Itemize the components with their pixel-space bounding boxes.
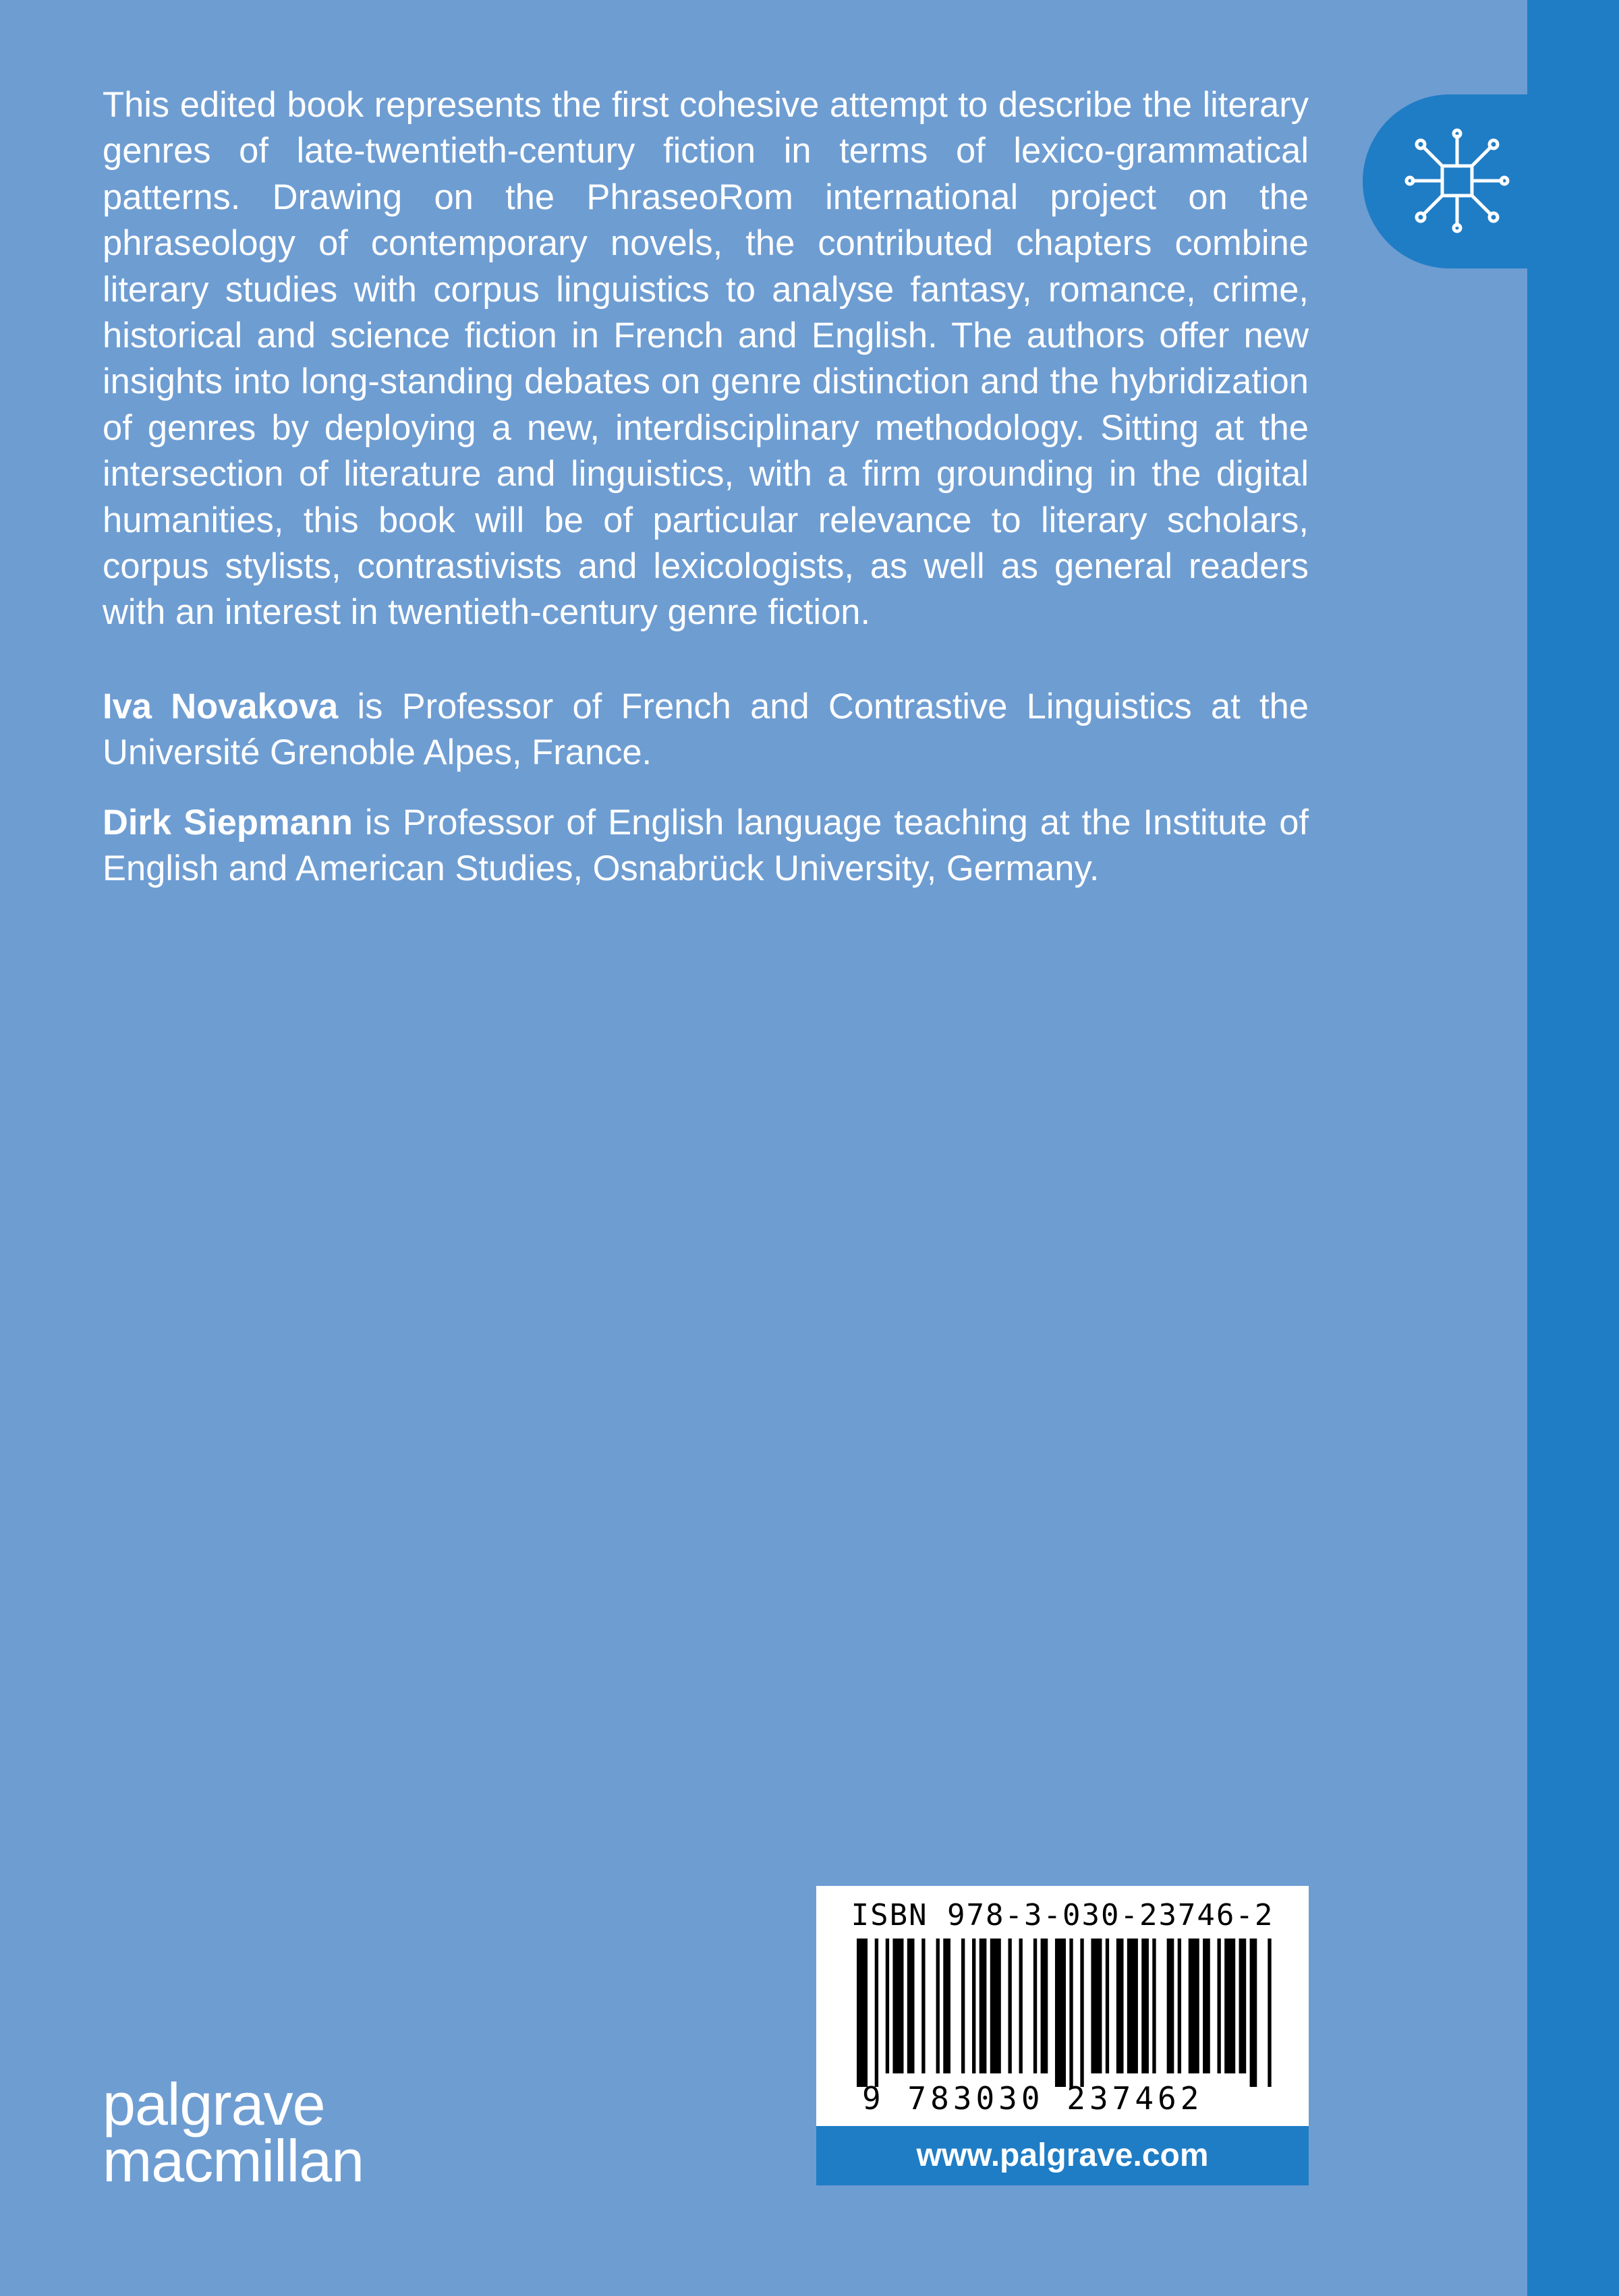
publisher-line-1: palgrave bbox=[103, 2071, 325, 2137]
book-blurb: This edited book represents the first cohesive attempt to describe the literary genres of late-twentieth-century fiction in terms of lexico-grammatical patterns. Drawing on the PhraseoRom international project on the phraseology of contemporary novels, the contributed chapters combine literary studies with corpus linguistics to analyse fantasy, romance, crime, historical and science fiction in French and English. The authors offer new insights into long-standing debates on genre distinction and the hybridization of genres by deploying a new, interdisciplinary methodology. Sitting at the intersection of literature and linguistics, with a firm grounding in the digital humanities, this book will be of particular relevance to literary scholars, corpus stylists, contrastivists and lexicologists, as well as general readers with an interest in twentieth-century genre fiction. bbox=[103, 85, 1309, 633]
ean-digits: 9 783030 237462 bbox=[862, 2080, 1203, 2117]
barcode-bar bbox=[936, 1939, 940, 2073]
barcode-bar bbox=[1178, 1939, 1181, 2073]
barcode-bar bbox=[943, 1939, 950, 2073]
barcode-bar bbox=[1008, 1939, 1011, 2073]
author-name: Dirk Siepmann bbox=[103, 803, 353, 842]
barcode-bar bbox=[1203, 1939, 1210, 2073]
barcode-bar bbox=[1268, 1939, 1271, 2087]
author-name: Iva Novakova bbox=[103, 687, 339, 726]
author-bio-text: is Professor of French and Contrastive Linguistics at the Université Grenoble Alpes, France. bbox=[103, 687, 1309, 773]
barcode-bar bbox=[961, 1939, 965, 2073]
barcode-bar bbox=[979, 1939, 987, 2073]
barcode-bar bbox=[1152, 1939, 1156, 2073]
barcode-bar bbox=[1041, 1939, 1048, 2073]
barcode-bar bbox=[1069, 1939, 1073, 2087]
barcode-bar bbox=[1189, 1939, 1199, 2073]
barcode-bar bbox=[1224, 1939, 1235, 2073]
barcode-bar bbox=[1033, 1939, 1037, 2073]
palgrave-network-icon bbox=[1403, 127, 1511, 235]
barcode-bar bbox=[886, 1939, 889, 2073]
barcode-bar bbox=[907, 1939, 915, 2073]
barcode-bar bbox=[1055, 1939, 1066, 2087]
barcode-bar bbox=[1019, 1939, 1023, 2073]
isbn-label: ISBN 978-3-030-23746-2 bbox=[851, 1898, 1274, 1932]
barcode-bar bbox=[1116, 1939, 1124, 2073]
barcode-bar bbox=[1127, 1939, 1138, 2073]
barcode-bar bbox=[1239, 1939, 1247, 2073]
barcode-bar bbox=[990, 1939, 1001, 2073]
barcode-bar bbox=[892, 1939, 903, 2073]
author-bio-novakova bbox=[103, 684, 1309, 776]
barcode-bar bbox=[1167, 1939, 1174, 2073]
barcode-bar bbox=[857, 1939, 868, 2087]
author-bio-siepmann bbox=[103, 800, 1309, 892]
publisher-logo-tab bbox=[1363, 94, 1531, 268]
publisher-line-2: macmillan bbox=[103, 2127, 364, 2194]
barcode-bar bbox=[1080, 1939, 1083, 2087]
barcode-bar bbox=[1250, 1939, 1257, 2087]
barcode-bar bbox=[1106, 1939, 1109, 2073]
author-bio-text: is Professor of English language teaching at the Institute of English and American Studies, Osnabrück University, Germany. bbox=[103, 803, 1309, 889]
spine-strip bbox=[1527, 0, 1619, 2296]
publisher-website[interactable]: www.palgrave.com bbox=[816, 2126, 1309, 2185]
publisher-logo bbox=[103, 2071, 364, 2194]
isbn-barcode-box bbox=[816, 1886, 1309, 2126]
barcode-bar bbox=[1091, 1939, 1102, 2073]
barcode-bar bbox=[921, 1939, 925, 2073]
barcode-bar bbox=[1141, 1939, 1149, 2073]
barcode-bar bbox=[1217, 1939, 1220, 2073]
barcode-icon bbox=[857, 1939, 1275, 2087]
barcode-bar bbox=[875, 1939, 878, 2087]
barcode-bar bbox=[972, 1939, 975, 2073]
